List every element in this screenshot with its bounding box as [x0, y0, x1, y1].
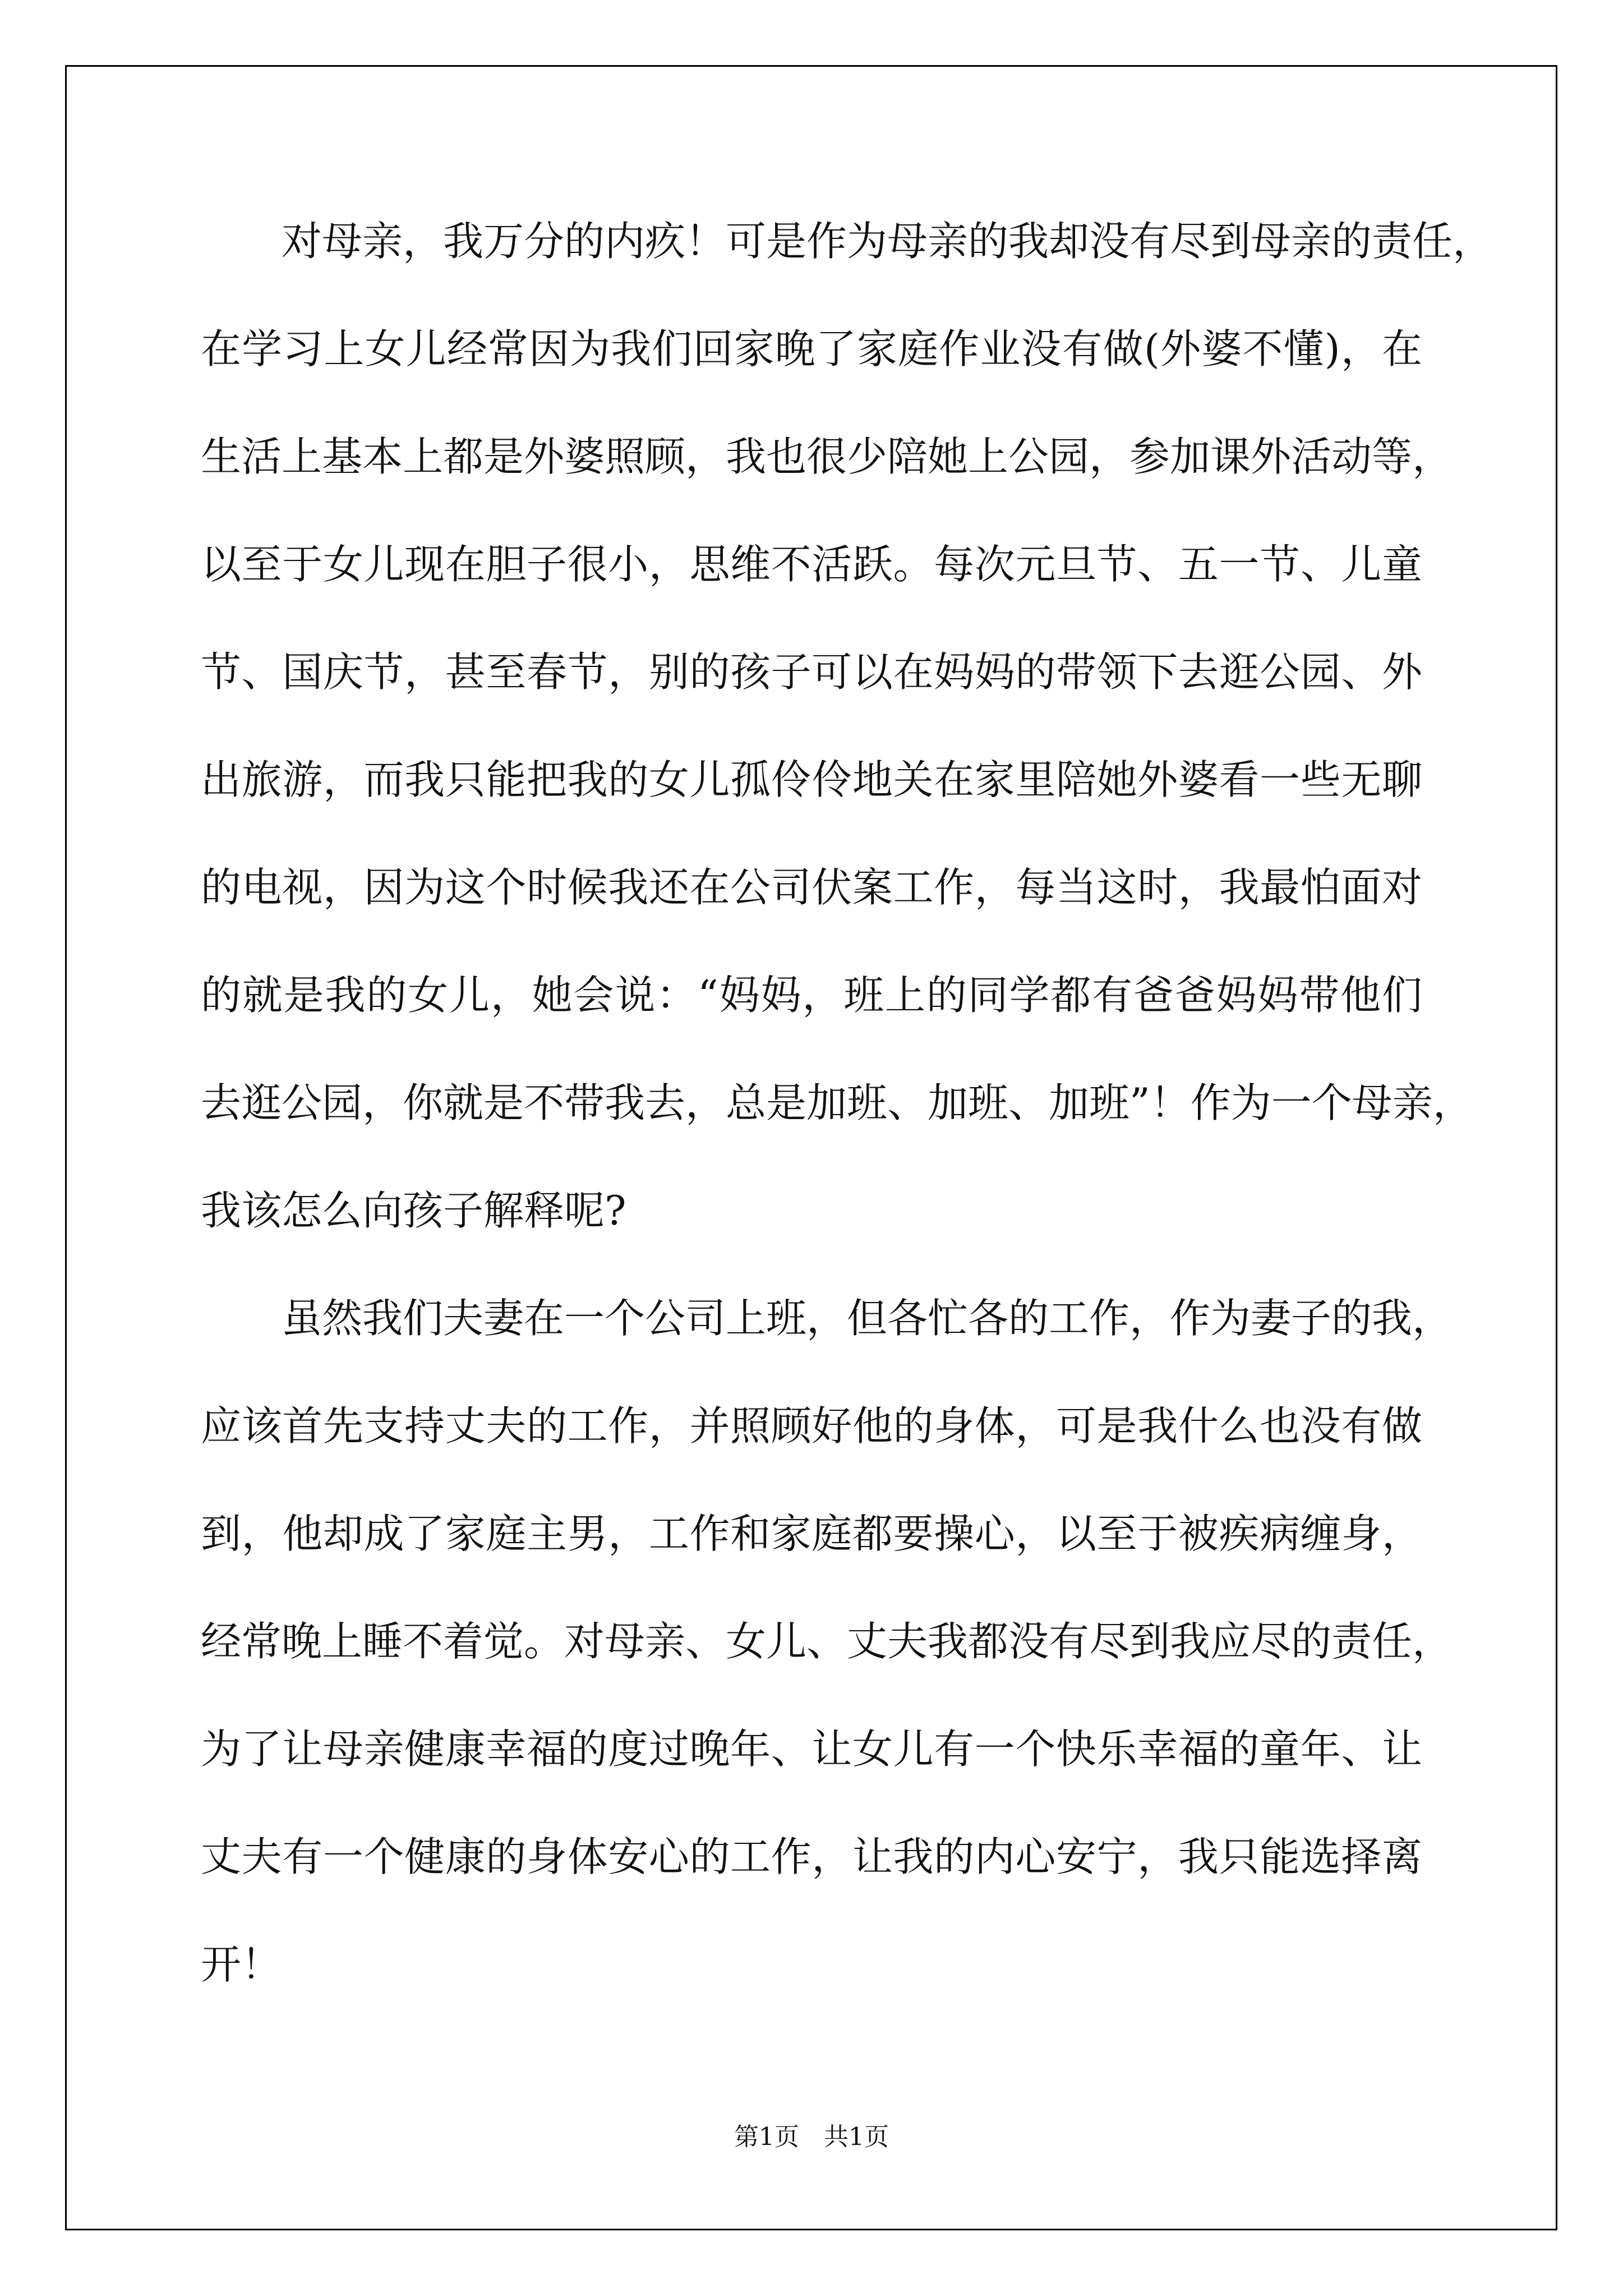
- page-total: 共1页: [824, 2123, 889, 2151]
- paragraph-2-line-2: 应该首先支持丈夫的工作，并照顾好他的身体，可是我什么也没有做: [201, 1402, 1422, 1450]
- paragraph-1-line-10: 我该怎么向孩子解释呢?: [201, 1187, 626, 1234]
- paragraph-2-line-1: 虽然我们夫妻在一个公司上班，但各忙各的工作，作为妻子的我，: [201, 1295, 1453, 1342]
- paragraph-2-line-4: 经常晚上睡不着觉。对母亲、女儿、丈夫我都没有尽到我应尽的责任，: [201, 1618, 1453, 1665]
- page-footer: [0, 2120, 1623, 2154]
- paragraph-1-line-3: 生活上基本上都是外婆照顾，我也很少陪她上公园，参加课外活动等，: [201, 433, 1453, 480]
- paragraph-1-line-1: 对母亲，我万分的内疚！可是作为母亲的我却没有尽到母亲的责任，: [201, 218, 1493, 265]
- paragraph-1-line-6: 出旅游，而我只能把我的女儿孤伶伶地关在家里陪她外婆看一些无聊: [201, 756, 1422, 803]
- paragraph-1-line-2: 在学习上女儿经常因为我们回家晚了家庭作业没有做(外婆不懂)，在: [201, 325, 1422, 372]
- paragraph-1-line-7: 的电视，因为这个时候我还在公司伏案工作，每当这时，我最怕面对: [201, 864, 1422, 911]
- paragraph-1-line-4: 以至于女儿现在胆子很小，思维不活跃。每次元旦节、五一节、儿童: [201, 541, 1422, 588]
- page-number: 第1页: [734, 2123, 799, 2151]
- paragraph-1-line-9: 去逛公园，你就是不带我去，总是加班、加班、加班”！作为一个母亲，: [201, 1079, 1473, 1126]
- page-frame: [65, 65, 1557, 2230]
- paragraph-1-line-5: 节、国庆节，甚至春节，别的孩子可以在妈妈的带领下去逛公园、外: [201, 648, 1422, 696]
- paragraph-2-line-7: 开！: [201, 1941, 282, 1988]
- paragraph-1-line-8: 的就是我的女儿，她会说：“妈妈，班上的同学都有爸爸妈妈带他们: [201, 972, 1422, 1019]
- paragraph-2-line-6: 丈夫有一个健康的身体安心的工作，让我的内心安宁，我只能选择离: [201, 1833, 1422, 1880]
- paragraph-2-line-5: 为了让母亲健康幸福的度过晚年、让女儿有一个快乐幸福的童年、让: [201, 1726, 1422, 1773]
- paragraph-2-line-3: 到，他却成了家庭主男，工作和家庭都要操心，以至于被疾病缠身，: [201, 1510, 1422, 1557]
